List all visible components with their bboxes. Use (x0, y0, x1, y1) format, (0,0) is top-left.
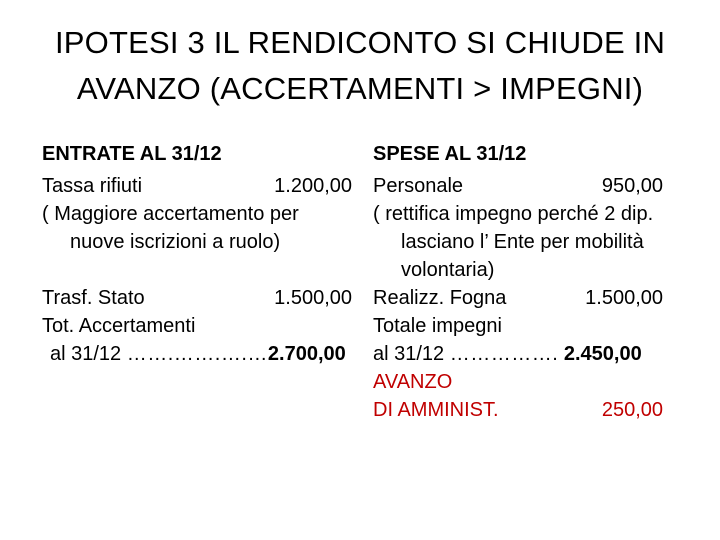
totale-impegni-row (373, 340, 663, 368)
title-line-2: AVANZO (ACCERTAMENTI > IMPEGNI) (76, 71, 644, 106)
tassa-rifiuti-value: 1.200,00 (274, 175, 352, 197)
tot-accertamenti-date: al 31/12 (50, 343, 122, 365)
avanzo-label: AVANZO (373, 371, 453, 393)
tassa-rifiuti-label: Tassa rifiuti (42, 175, 143, 197)
slide-title (0, 20, 720, 112)
tassa-rifiuti-note: ( Maggiore accertamento per nuove iscrizioni a ruolo) (42, 203, 299, 253)
tassa-rifiuti-row (42, 172, 352, 200)
entrate-column (42, 140, 352, 368)
totale-impegni-label: Totale impegni (373, 315, 502, 337)
spacer (42, 256, 352, 284)
totale-impegni-value: 2.450,00 (563, 343, 642, 365)
tot-accertamenti-label: Tot. Accertamenti (42, 315, 196, 337)
personale-note: ( rettifica impegno perché 2 dip. lasciano l’ Ente per mobilità volontaria) (373, 203, 654, 281)
totale-impegni-date: al 31/12 (373, 343, 445, 365)
spese-column (373, 140, 663, 424)
entrate-heading: ENTRATE AL 31/12 (42, 143, 222, 165)
fogna-label: Realizz. Fogna (373, 287, 507, 309)
title-line-1: IPOTESI 3 IL RENDICONTO SI CHIUDE IN (54, 25, 666, 60)
personale-value: 950,00 (601, 175, 663, 197)
personale-row (373, 172, 663, 200)
trasf-stato-value: 1.500,00 (274, 287, 352, 309)
tot-accertamenti-value: 2.700,00 (267, 343, 346, 365)
spese-heading: SPESE AL 31/12 (373, 143, 527, 165)
tot-accertamenti-dots: …….…….….… (126, 343, 268, 365)
trasf-stato-label: Trasf. Stato (42, 287, 145, 309)
trasf-stato-row (42, 284, 352, 312)
avanzo-label-2: DI AMMINIST. (373, 399, 499, 421)
personale-label: Personale (373, 175, 464, 197)
avanzo-value: 250,00 (601, 399, 663, 421)
avanzo-row (373, 396, 663, 424)
fogna-value: 1.500,00 (585, 287, 663, 309)
tot-accertamenti-row (42, 340, 352, 368)
fogna-row (373, 284, 663, 312)
totale-impegni-dots: ……………. (449, 343, 559, 365)
